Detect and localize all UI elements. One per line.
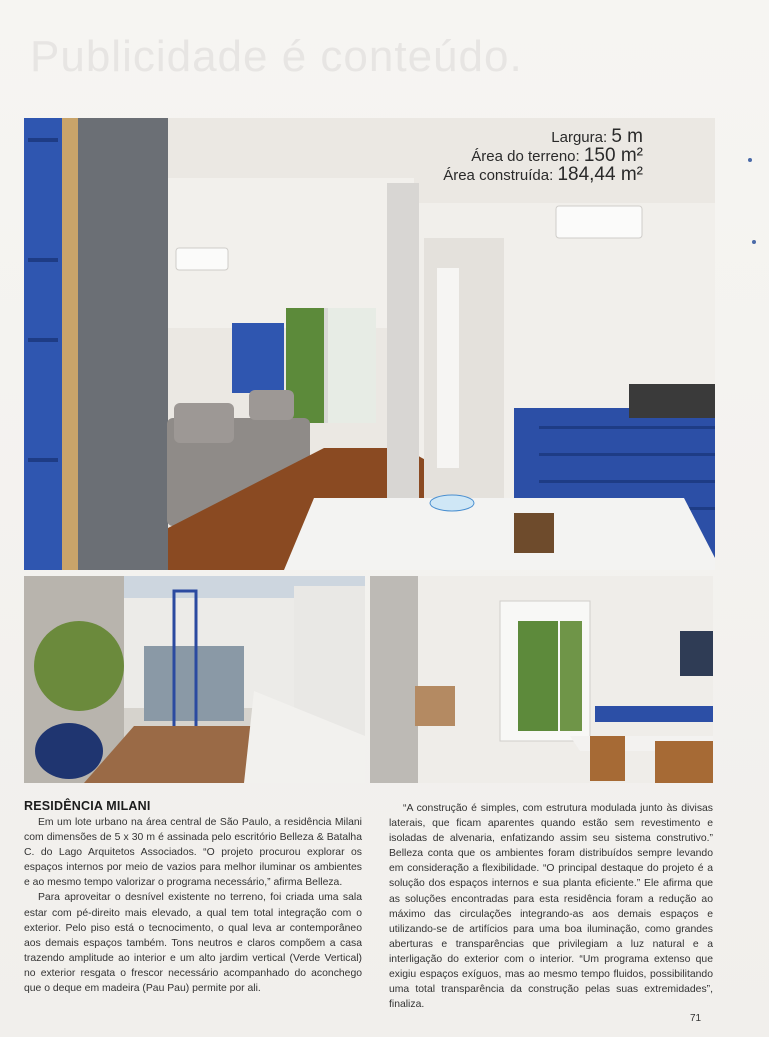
spec-built-area [443, 166, 643, 185]
article-paragraph: “A construção é simples, com estrutura modulada junto às divisas laterais, que ficam aparentes quando estão sem revestimento e isoladas de alvenaria, enfatizando assim seu sistema construtivo.” Belleza conta que os ambientes foram distribuídos sempre levando em consideração a flexibilidade. “O principal destaque do projeto é a solução dos espaços internos e sua planta eficiente.” Ele afirma que as soluções encontradas para esta residência foram a redução ao máximo das circulações integrando-as aos demais espaços e utilizando-se de artifícios para uma boa iluminação, como grandes aberturas e transparências que privilegiam a luz natural e a interligação do exterior com o interior. “Um programa extenso que exigiu espaços exíguos, mas ao mesmo tempo fluidos, possibilitando uma total transparência da construção pelas suas extremidades”, finaliza. [389, 803, 713, 1011]
advertising-banner: Publicidade é conteúdo. [30, 32, 523, 81]
office-interior-photo [370, 576, 713, 783]
spec-built-area-label: Área construída: [443, 167, 554, 184]
office-illustration [370, 576, 713, 783]
house-specifications [443, 128, 643, 185]
article-heading: RESIDÊNCIA MILANI [24, 799, 151, 813]
main-photo-living-room [24, 118, 715, 570]
spec-built-area-value: 184,44 m² [557, 164, 643, 185]
article-paragraph: Para aproveitar o desnível existente no terreno, foi criada uma sala estar com pé-direito mais elevado, a qual tem total integração com o exterior. Pelo piso está o tecnocimento, o qual leva ar contemporâneo aos demais espaços também. Tons neutros e claros compõem a casa trazendo amplitude ao interior e um alto jardim vertical (Verde Vertical) no exterior resgata o frescor necessário acompanhado do aconchego que o deque em madeira (Pau Pau) permite por ali. [24, 892, 362, 995]
spec-width-value: 5 m [611, 126, 643, 147]
deck-illustration [24, 576, 365, 783]
spec-lot-area-value: 150 m² [583, 145, 643, 166]
article-paragraph: Em um lote urbano na área central de São Paulo, a residência Milani com dimensões de 5 x 30 m é assinada pelo escritório Belleza & Batalha C. do Lago Arquitetos Associados. “O projeto procurou explorar os espaços internos por meio de vazios para melhor iluminar os ambientes e ao mesmo tempo valorizar o programa necessário,” afirma Belleza. [24, 817, 362, 889]
scan-speck [752, 240, 756, 244]
article-left-column [24, 815, 362, 996]
article-right-column [389, 801, 713, 1012]
living-room-illustration [24, 118, 715, 570]
page-number: 71 [690, 1013, 702, 1024]
scan-speck [748, 158, 752, 162]
deck-exterior-photo [24, 576, 365, 783]
spec-lot-area-label: Área do terreno: [471, 148, 580, 165]
spec-width-label: Largura: [551, 129, 608, 146]
